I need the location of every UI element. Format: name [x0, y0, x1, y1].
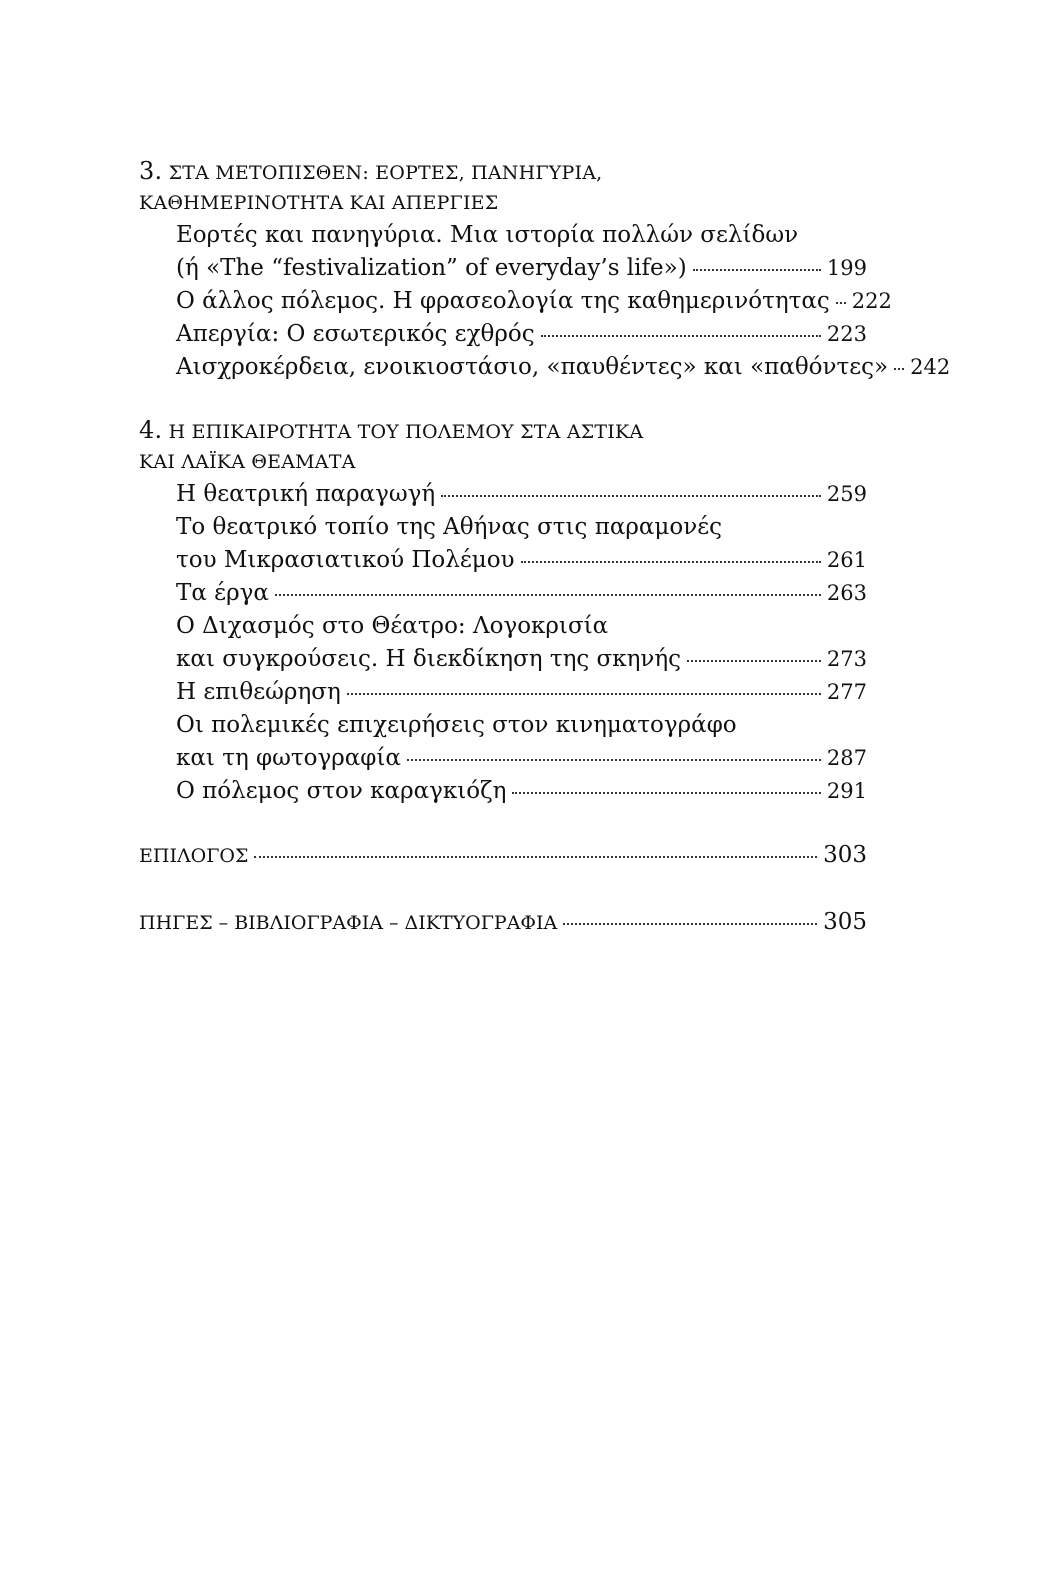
- page-number: 305: [823, 909, 867, 935]
- dot-leader: [512, 791, 821, 794]
- dot-leader: [693, 268, 821, 271]
- toc-entry[interactable]: [139, 511, 867, 577]
- section-title-line-2: ΚΑΙ ΛΑΪΚΑ ΘΕΑΜΑΤΑ: [139, 451, 356, 473]
- entry-title: ΕΠΙΛΟΓΟΣ: [139, 845, 249, 867]
- entry-title-line: και συγκρούσεις. Η διεκδίκηση της σκηνής: [176, 646, 682, 672]
- section-number: 3.: [139, 157, 163, 185]
- dot-leader: [254, 855, 817, 858]
- dot-leader: [541, 334, 821, 337]
- entry-title-line: Οι πολεμικές επιχειρήσεις στον κινηματογράφο: [176, 712, 737, 738]
- entry-title-line: Η θεατρική παραγωγή: [176, 481, 436, 507]
- page-number: 277: [826, 680, 867, 704]
- toc-entry[interactable]: [139, 577, 867, 610]
- entry-title-line: Το θεατρικό τοπίο της Αθήνας στις παραμονές: [176, 514, 723, 540]
- page-number: 259: [826, 482, 867, 506]
- section-number: 4.: [139, 416, 163, 444]
- toc-section-4: [139, 414, 867, 808]
- page-number: 273: [826, 647, 867, 671]
- dot-leader: [347, 692, 821, 695]
- dot-leader: [836, 301, 846, 304]
- section-heading: [139, 155, 867, 187]
- entry-title-line: Η επιθεώρηση: [176, 679, 341, 705]
- entry-title-line: (ή «The “festivalization” of everyday’s life»): [176, 255, 687, 281]
- dot-leader: [563, 922, 817, 925]
- section-title-line-1: Η ΕΠΙΚΑΙΡΟΤΗΤΑ ΤΟΥ ΠΟΛΕΜΟΥ ΣΤΑ ΑΣΤΙΚΑ: [168, 421, 644, 443]
- dot-leader: [687, 659, 821, 662]
- dot-leader: [275, 593, 821, 596]
- toc-entry[interactable]: [139, 610, 867, 676]
- entry-title-line: Ο πόλεμος στον καραγκιόζη: [176, 778, 507, 804]
- toc-section-3: [139, 155, 951, 384]
- dot-leader: [521, 560, 821, 563]
- page-number: 199: [826, 256, 867, 280]
- section-title-line-2: ΚΑΘΗΜΕΡΙΝΟΤΗΤΑ ΚΑΙ ΑΠΕΡΓΙΕΣ: [139, 192, 499, 214]
- entry-title-line: Ο Διχασμός στο Θέατρο: Λογοκρισία: [176, 613, 609, 639]
- toc-entry[interactable]: [139, 285, 892, 318]
- dot-leader: [894, 367, 904, 370]
- entry-title-line: Απεργία: Ο εσωτερικός εχθρός: [176, 321, 535, 347]
- toc-entry-sources[interactable]: [139, 905, 867, 940]
- page-number: 263: [826, 581, 867, 605]
- page-number: 261: [826, 548, 867, 572]
- entry-title-line: Αισχροκέρδεια, ενοικιοστάσιο, «παυθέντες» και «παθόντες»: [176, 354, 889, 380]
- section-title-line-1: ΣΤΑ ΜΕΤΟΠΙΣΘΕΝ: ΕΟΡΤΕΣ, ΠΑΝΗΓΥΡΙΑ,: [168, 162, 603, 184]
- toc-entry[interactable]: [139, 775, 867, 808]
- entry-title: ΠΗΓΕΣ – ΒΙΒΛΙΟΓΡΑΦΙΑ – ΔΙΚΤΥΟΓΡΑΦΙΑ: [139, 912, 558, 934]
- toc-entry[interactable]: [139, 709, 867, 775]
- entry-title-line: Ο άλλος πόλεμος. Η φρασεολογία της καθημερινότητας: [176, 288, 830, 314]
- page-number: 222: [851, 289, 892, 313]
- toc-entry-epilogue[interactable]: [139, 838, 867, 873]
- page-number: 223: [826, 322, 867, 346]
- toc-entry[interactable]: [139, 219, 867, 285]
- dot-leader: [407, 758, 821, 761]
- entry-title-line: και τη φωτογραφία: [176, 745, 401, 771]
- toc-entry[interactable]: [139, 318, 867, 351]
- toc-entry[interactable]: [139, 478, 867, 511]
- toc-entry[interactable]: [139, 676, 867, 709]
- dot-leader: [441, 494, 821, 497]
- table-of-contents: [139, 155, 951, 940]
- page-number: 291: [826, 779, 867, 803]
- toc-entry[interactable]: [139, 351, 951, 384]
- page-number: 287: [826, 746, 867, 770]
- page-number: 303: [823, 842, 867, 868]
- entry-title-line: Εορτές και πανηγύρια. Μια ιστορία πολλών σελίδων: [176, 222, 799, 248]
- page-number: 242: [910, 355, 951, 379]
- entry-title-line: Τα έργα: [176, 580, 269, 606]
- section-heading: [139, 414, 867, 446]
- entry-title-line: του Μικρασιατικού Πολέμου: [176, 547, 515, 573]
